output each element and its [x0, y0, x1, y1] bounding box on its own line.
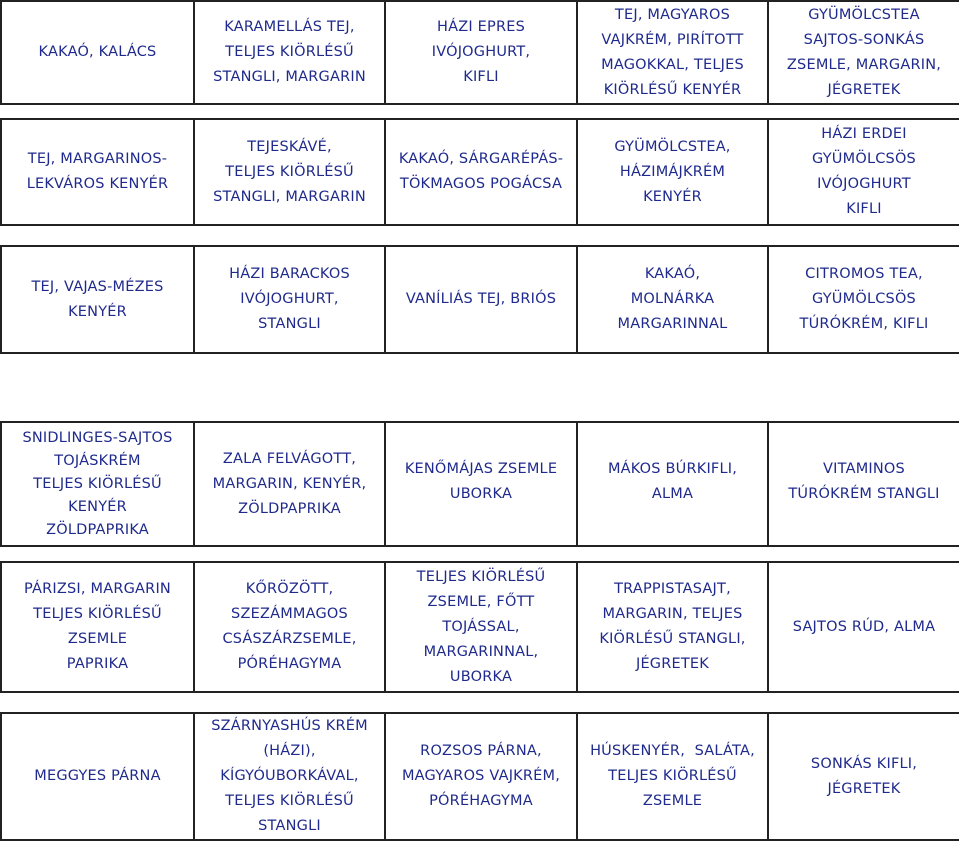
- menu-cell-line: MOLNÁRKA: [630, 291, 715, 307]
- menu-cell: [1, 422, 194, 546]
- menu-cell-line: KAKAÓ, SÁRGARÉPÁS-: [398, 151, 564, 167]
- menu-cell-line: KÍGYÓUBORKÁVAL,: [220, 768, 359, 784]
- menu-cell-line: GYÜMÖLCSTEA: [808, 6, 920, 23]
- menu-cell-line: ZSEMLE: [642, 793, 703, 809]
- menu-cell-line: MARGARINNAL,: [423, 643, 539, 660]
- menu-cell-line: ZSEMLE, FŐTT: [427, 593, 535, 610]
- menu-cell: [1, 1, 194, 104]
- menu-cell-line: KENYÉR: [68, 303, 127, 320]
- menu-cell-line: ZÖLDPAPRIKA: [46, 521, 149, 538]
- menu-cell-line: HÚSKENYÉR, SALÁTA,: [590, 743, 755, 759]
- menu-cell-line: CSÁSZÁRZSEMLE,: [222, 631, 357, 647]
- menu-cell-line: ZÖLDPAPRIKA: [238, 500, 341, 517]
- menu-cell-line: VANÍLIÁS TEJ, BRIÓS: [405, 291, 557, 307]
- menu-cell: [768, 119, 959, 225]
- menu-cell-line: MARGARINNAL: [617, 316, 728, 332]
- menu-cell-line: TRAPPISTASAJT,: [614, 581, 731, 597]
- menu-cell: [577, 1, 768, 104]
- menu-table-3: [0, 245, 959, 354]
- menu-cell-line: PÁRIZSI, MARGARIN: [24, 581, 171, 597]
- menu-cell-line: ZALA FELVÁGOTT,: [222, 450, 357, 467]
- menu-row: [1, 562, 959, 692]
- menu-cell-line: TELJES KIÖRLÉSŰ: [225, 44, 354, 60]
- menu-cell-line: TÚRÓKRÉM, KIFLI: [799, 316, 929, 332]
- menu-cell-line: STANGLI: [258, 818, 321, 834]
- menu-cell: [385, 119, 577, 225]
- menu-row: [1, 422, 959, 546]
- menu-cell: [194, 713, 385, 840]
- menu-cell: [577, 713, 768, 840]
- menu-cell-line: SAJTOS-SONKÁS: [803, 31, 925, 48]
- menu-cell-line: UBORKA: [449, 668, 513, 685]
- menu-cell: [768, 713, 959, 840]
- menu-cell-line: JÉGRETEK: [635, 656, 710, 672]
- menu-cell-line: LEKVÁROS KENYÉR: [26, 176, 169, 192]
- menu-cell-line: MÁKOS BÚRKIFLI,: [607, 461, 738, 477]
- menu-cell: [385, 246, 577, 353]
- menu-cell-line: TELJES KIÖRLÉSŰ: [33, 606, 162, 622]
- menu-cell-line: TELJES KIÖRLÉSŰ: [416, 568, 546, 585]
- menu-cell-line: VITAMINOS: [823, 461, 905, 477]
- menu-cell-line: (HÁZI),: [263, 743, 316, 759]
- menu-cell-line: MAGOKKAL, TELJES: [601, 56, 744, 73]
- menu-cell-line: TELJES KIÖRLÉSŰ: [225, 793, 354, 809]
- menu-cell: [194, 246, 385, 353]
- menu-cell: [768, 1, 959, 104]
- menu-table-6: [0, 712, 959, 841]
- menu-cell-line: MARGARIN, TELJES: [602, 606, 743, 622]
- menu-cell-line: HÁZIMÁJKRÉM: [619, 163, 726, 180]
- menu-cell-line: TOJÁSKRÉM: [54, 452, 141, 469]
- menu-cell-line: PÓRÉHAGYMA: [429, 793, 533, 809]
- menu-table-5: [0, 561, 959, 693]
- menu-cell: [194, 119, 385, 225]
- menu-cell-line: MARGARIN, KENYÉR,: [212, 475, 367, 492]
- menu-cell-line: HÁZI ERDEI: [821, 126, 907, 142]
- menu-cell-line: MAGYAROS VAJKRÉM,: [401, 768, 561, 784]
- menu-cell-line: KŐRÖZÖTT,: [245, 581, 334, 597]
- menu-cell-line: TEJ, MAGYAROS: [614, 6, 731, 23]
- menu-cell-line: TELJES KIÖRLÉSŰ: [608, 768, 737, 784]
- menu-cell-line: TÚRÓKRÉM STANGLI: [788, 486, 940, 502]
- menu-table-1: [0, 0, 959, 105]
- menu-cell-line: VAJKRÉM, PIRÍTOTT: [601, 31, 744, 48]
- menu-row: [1, 713, 959, 840]
- menu-cell: [1, 562, 194, 692]
- menu-cell-line: SONKÁS KIFLI,: [810, 755, 918, 772]
- menu-cell-line: KIÖRLÉSŰ KENYÉR: [603, 81, 742, 98]
- menu-cell-line: KENYÉR: [68, 498, 127, 515]
- menu-cell-line: KENŐMÁJAS ZSEMLE: [404, 461, 558, 477]
- menu-cell: [577, 562, 768, 692]
- menu-cell-line: TÖKMAGOS POGÁCSA: [399, 176, 563, 192]
- menu-row: [1, 119, 959, 225]
- menu-cell-line: HÁZI BARACKOS: [229, 266, 350, 282]
- menu-cell-line: TOJÁSSAL,: [442, 618, 520, 635]
- menu-cell-line: MEGGYES PÁRNA: [34, 768, 161, 784]
- menu-cell-line: SZEZÁMMAGOS: [231, 606, 348, 622]
- menu-cell-line: JÉGRETEK: [827, 81, 901, 98]
- menu-cell-line: GYÜMÖLCSÖS: [812, 291, 916, 307]
- menu-cell-line: TEJESKÁVÉ,: [247, 138, 332, 155]
- menu-cell-line: STANGLI, MARGARIN: [213, 69, 366, 85]
- menu-cell-line: KARAMELLÁS TEJ,: [224, 19, 355, 35]
- menu-cell-line: SZÁRNYASHÚS KRÉM: [211, 718, 368, 734]
- menu-row: [1, 1, 959, 104]
- menu-cell-line: KIÖRLÉSŰ STANGLI,: [599, 631, 746, 647]
- menu-cell-line: KIFLI: [463, 69, 499, 85]
- menu-cell-line: KIFLI: [846, 201, 882, 217]
- menu-cell: [385, 562, 577, 692]
- menu-cell-line: STANGLI, MARGARIN: [213, 188, 366, 205]
- menu-cell: [1, 713, 194, 840]
- menu-cell-line: TEJ, VAJAS-MÉZES: [31, 278, 164, 295]
- menu-cell-line: ZSEMLE: [67, 631, 128, 647]
- menu-cell: [385, 713, 577, 840]
- menu-cell: [385, 1, 577, 104]
- menu-cell-line: ROZSOS PÁRNA,: [420, 743, 542, 759]
- menu-cell: [1, 246, 194, 353]
- menu-cell-line: JÉGRETEK: [827, 780, 901, 797]
- menu-cell: [194, 1, 385, 104]
- menu-cell: [577, 422, 768, 546]
- menu-cell: [768, 246, 959, 353]
- menu-row: [1, 246, 959, 353]
- menu-cell: [577, 119, 768, 225]
- menu-cell-line: TELJES KIÖRLÉSŰ: [225, 163, 354, 180]
- menu-cell-line: ZSEMLE, MARGARIN,: [786, 56, 942, 73]
- menu-cell-line: PÓRÉHAGYMA: [237, 656, 342, 672]
- menu-cell-line: PAPRIKA: [66, 656, 129, 672]
- menu-cell: [768, 562, 959, 692]
- menu-cell-line: IVÓJOGHURT,: [431, 44, 531, 60]
- menu-cell: [194, 422, 385, 546]
- menu-cell-line: SAJTOS RÚD, ALMA: [792, 618, 936, 635]
- menu-cell-line: TEJ, MARGARINOS-: [27, 151, 168, 167]
- menu-cell: [577, 246, 768, 353]
- menu-cell-line: GYÜMÖLCSTEA,: [614, 138, 731, 155]
- menu-cell-line: ALMA: [651, 486, 694, 502]
- menu-cell-line: IVÓJOGHURT,: [240, 291, 339, 307]
- menu-cell-line: GYÜMÖLCSÖS: [812, 151, 916, 167]
- menu-cell-line: SNIDLINGES-SAJTOS: [22, 429, 173, 446]
- menu-table-2: [0, 118, 959, 226]
- menu-cell-line: IVÓJOGHURT: [817, 176, 911, 192]
- menu-table-4: [0, 421, 959, 547]
- menu-cell: [194, 562, 385, 692]
- menu-cell-line: HÁZI EPRES: [437, 19, 525, 35]
- menu-cell-line: KENYÉR: [643, 188, 702, 205]
- menu-cell: [385, 422, 577, 546]
- menu-cell: [768, 422, 959, 546]
- menu-cell: [1, 119, 194, 225]
- menu-cell-line: KAKAÓ, KALÁCS: [38, 44, 157, 60]
- menu-cell-line: KAKAÓ,: [644, 266, 701, 282]
- menu-cell-line: UBORKA: [449, 486, 513, 502]
- menu-cell-line: CITROMOS TEA,: [805, 266, 923, 282]
- menu-cell-line: TELJES KIÖRLÉSŰ: [33, 475, 162, 492]
- menu-cell-line: STANGLI: [258, 316, 321, 332]
